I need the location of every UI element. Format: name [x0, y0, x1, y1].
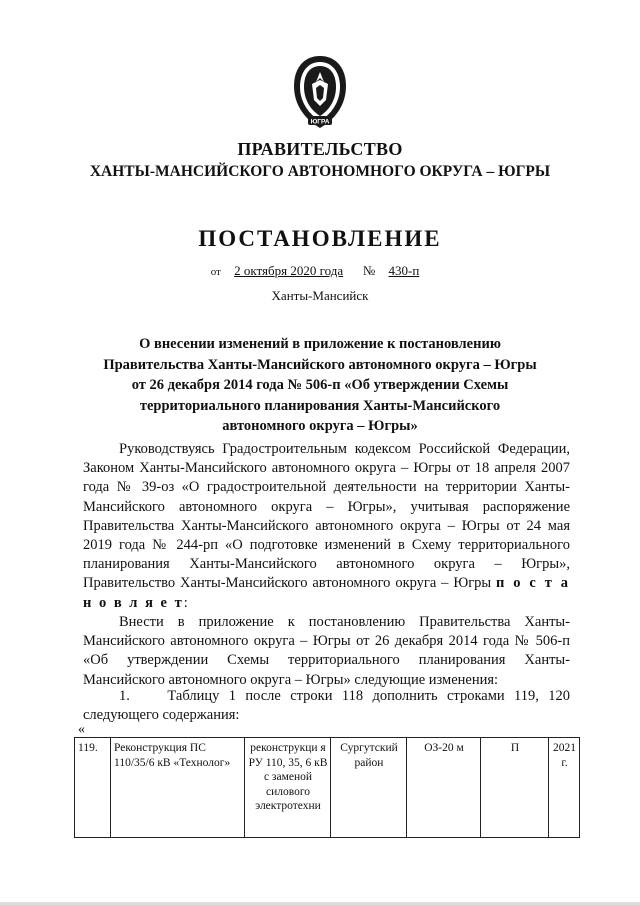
date-prefix: от — [210, 266, 221, 278]
preamble-colon: : — [183, 594, 188, 611]
coat-of-arms-emblem — [286, 54, 354, 130]
preamble-text: Руководствуясь Градостроительным кодексом Российской Федерации, Законом Ханты-Мансийского автономного округа – Югры от 18 апреля 2007 года № 39-оз «О градостроительной деятельности на территории Ханты-Мансийского автономного округа – Югры», учитывая распоряжение Правительства Ханты-Мансийского автономного округа – Югры от 24 мая 2019 года № 244-рп «О подготовке изменений в Схему территориального планирования Ханты-Мансийского автономного округа – Югры», Правительство Ханты-Мансийского автономного округа – Югры — [83, 441, 570, 592]
number-sign: № — [362, 263, 376, 278]
date-number-line — [0, 263, 640, 279]
amend-paragraph: Внести в приложение к постановлению Правительства Ханты-Мансийского автономного округа – Югры от 26 декабря 2014 года № 506-п «Об утверждении Схемы территориального планирования Ханты-Мансийского автономного округа – Югры» следующие изменения: — [83, 614, 570, 688]
document-number: 430-п — [388, 263, 420, 278]
cell-status: П — [481, 738, 549, 838]
cell-year: 2021 г. — [549, 738, 580, 838]
cell-number: 119. — [75, 738, 111, 838]
city: Ханты-Мансийск — [271, 288, 369, 303]
document-date: 2 октября 2020 года — [234, 263, 344, 278]
region-title: ХАНТЫ-МАНСИЙСКОГО АВТОНОМНОГО ОКРУГА – ЮГРЫ — [89, 163, 551, 180]
cell-name: Реконструкция ПС 110/35/6 кВ «Технолог» — [111, 738, 245, 838]
table-row — [75, 738, 580, 838]
document-subject: О внесении изменений в приложение к постановлению Правительства Ханты-Мансийского автономного округа – Югры от 26 декабря 2014 года № 506-п «Об утверждении Схемы территориального планирования Ханты-Мансийского автономного округа – Югры» — [103, 336, 537, 434]
government-title: ПРАВИТЕЛЬСТВО — [237, 139, 403, 159]
cell-zone: ОЗ-20 м — [407, 738, 481, 838]
cell-purpose: реконструкци я РУ 110, 35, 6 кВ с заменой силового электротехни — [245, 738, 331, 838]
document-type: ПОСТАНОВЛЕНИЕ — [198, 226, 442, 251]
preamble-paragraph — [83, 440, 570, 613]
resolves-word: п о с т а н о в л я е т — [83, 575, 570, 611]
amendment-table — [74, 737, 580, 838]
svg-text:ЮГРА: ЮГРА — [310, 118, 330, 126]
cell-location: Сургутский район — [331, 738, 407, 838]
open-quote: « — [78, 722, 85, 737]
item-1-paragraph: 1. Таблицу 1 после строки 118 дополнить строками 119, 120 следующего содержания: — [83, 688, 570, 724]
